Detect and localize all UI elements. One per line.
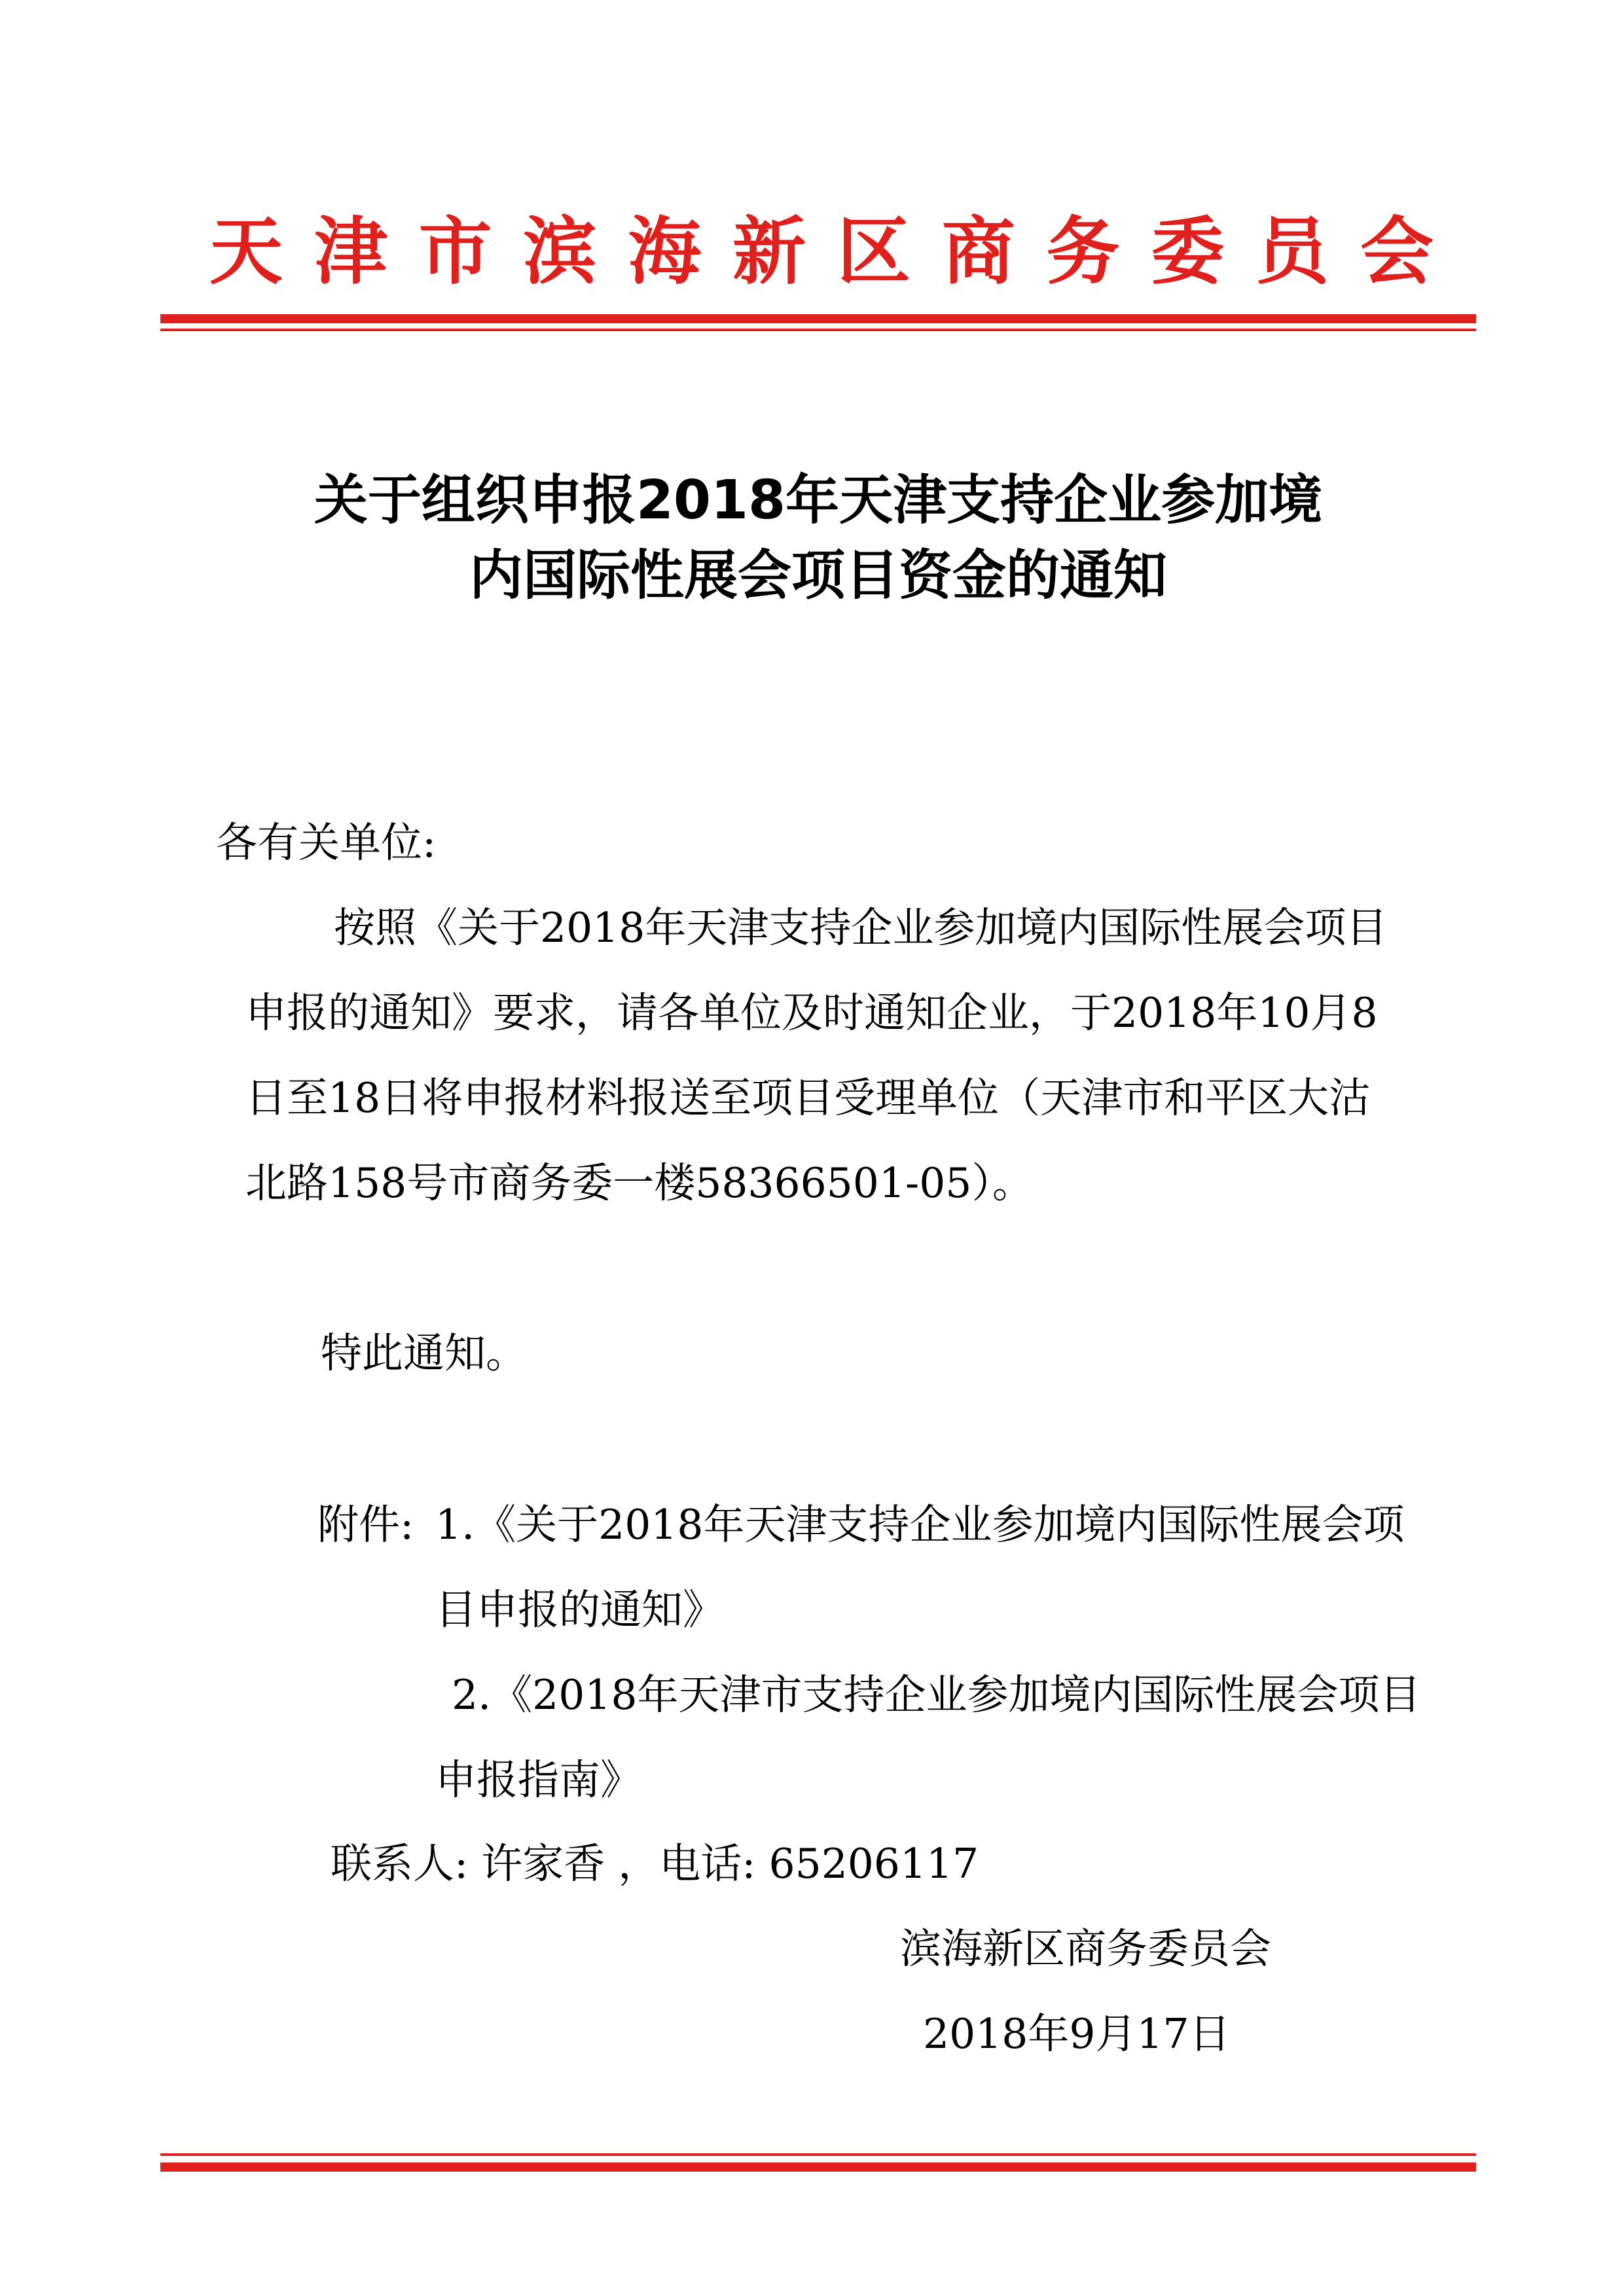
letterhead-char: 区 [837,208,911,295]
body-line-4: 北路158号市商务委一楼58366501-05）。 [245,1159,1034,1207]
letterhead-char: 员 [1255,208,1329,295]
body-line-1: 按照《关于2018年天津支持企业参加境内国际性展会项目 [334,904,1388,952]
letterhead-char: 海 [628,208,702,295]
header-rule-thin [160,329,1476,331]
closing-text: 特此通知。 [321,1329,527,1377]
letterhead-char: 津 [314,208,388,295]
attachment-1-line-2: 目申报的通知》 [435,1586,724,1634]
letterhead-char: 滨 [523,208,597,295]
letterhead-char: 新 [732,208,806,295]
attachments-label: 附件: [317,1501,414,1549]
document-title-line2: 内国际性展会项目资金的通知 [469,545,1167,607]
document-title-line1: 关于组织申报2018年天津支持企业参加境 [314,469,1323,531]
letterhead-char: 会 [1360,208,1434,295]
letterhead-char: 务 [1046,208,1120,295]
attachment-2-line-2: 申报指南》 [435,1756,641,1804]
letterhead-char: 天 [209,208,283,295]
salutation: 各有关单位: [216,819,437,867]
letterhead-char: 委 [1151,208,1225,295]
attachment-2-line-1: 2.《2018年天津市支持企业参加境内国际性展会项目 [452,1671,1421,1719]
body-line-2: 申报的通知》要求，请各单位及时通知企业，于2018年10月8 [245,989,1378,1037]
letterhead-title [209,196,1434,295]
letterhead-char: 商 [941,208,1015,295]
letterhead-char: 市 [418,208,492,295]
attachment-1-line-1: 1.《关于2018年天津支持企业参加境内国际性展会项 [435,1501,1405,1549]
signature-date: 2018年9月17日 [923,2010,1231,2058]
body-line-3: 日至18日将申报材料报送至项目受理单位（天津市和平区大沽 [245,1074,1371,1122]
contact-info: 联系人: 许家香 ，电话: 65206117 [331,1840,979,1888]
header-rule-thick [160,314,1476,323]
signature-org: 滨海新区商务委员会 [900,1925,1271,1973]
footer-rule-thin [160,2153,1476,2156]
footer-rule-thick [160,2162,1476,2172]
